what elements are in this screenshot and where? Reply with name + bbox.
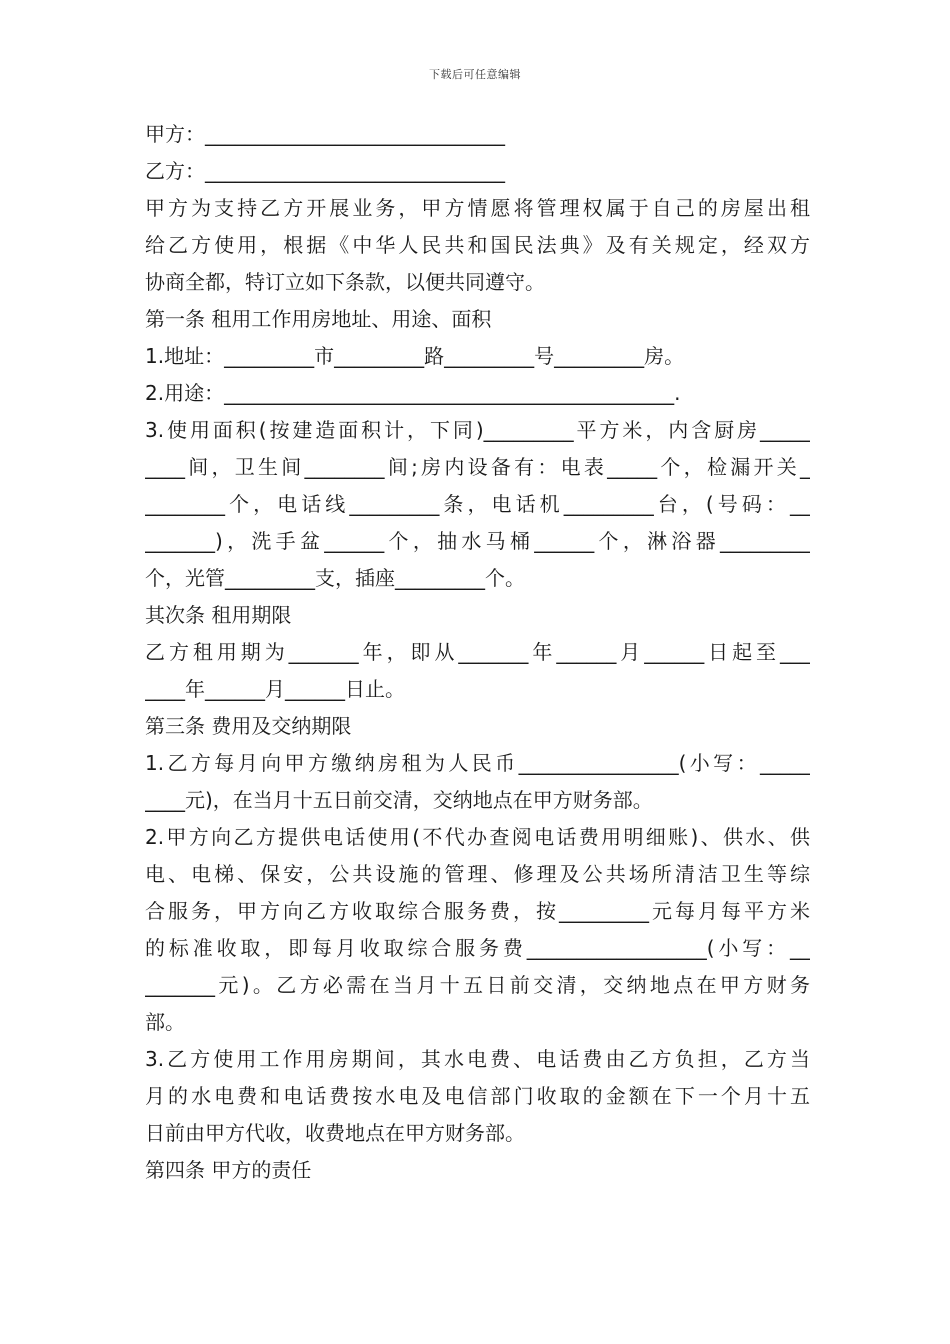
text-line: 第一条 租用工作用房地址、用途、面积 bbox=[145, 307, 492, 331]
text-line: 甲方为支持乙方开展业务，甲方情愿将管理权属于自己的房屋出租 bbox=[145, 196, 810, 220]
text-line: _______元)。乙方必需在当月十五日前交清，交纳地点在甲方财务 bbox=[145, 973, 810, 997]
text-line: ____元)，在当月十五日前交清，交纳地点在甲方财务部。 bbox=[145, 788, 653, 812]
text-line: 2.甲方向乙方提供电话使用(不代办查阅电话费用明细账)、供水、供 bbox=[145, 825, 810, 849]
text-line: 合服务，甲方向乙方收取综合服务费，按_________元每月每平方米 bbox=[145, 899, 810, 923]
contract-body bbox=[145, 116, 810, 1189]
text-line: 给乙方使用，根据《中华人民共和国民法典》及有关规定，经双方 bbox=[145, 233, 810, 257]
text-line: 部。 bbox=[145, 1010, 185, 1034]
text-line: 1.地址：_________市_________路_________号_________房。 bbox=[145, 344, 685, 368]
text-line: 1.乙方每月向甲方缴纳房租为人民币________________(小写：_____ bbox=[145, 751, 810, 775]
text-line: 电、电梯、保安，公共设施的管理、修理及公共场所清洁卫生等综 bbox=[145, 862, 810, 886]
text-line: 其次条 租用期限 bbox=[145, 603, 292, 627]
text-line: 甲方：______________________________ bbox=[145, 122, 505, 146]
text-line: 月的水电费和电话费按水电及电信部门收取的金额在下一个月十五 bbox=[145, 1084, 810, 1108]
text-line: 协商全都，特订立如下条款，以便共同遵守。 bbox=[145, 270, 545, 294]
text-line: 第四条 甲方的责任 bbox=[145, 1158, 312, 1182]
text-line: 第三条 费用及交纳期限 bbox=[145, 714, 352, 738]
header-note: 下载后可任意编辑 bbox=[429, 68, 521, 81]
text-line: ________个，电话线_________条，电话机_________台，(号码：__ bbox=[145, 492, 810, 516]
text-line: 个，光管_________支，插座_________个。 bbox=[145, 566, 525, 590]
text-line: ____间，卫生间________间;房内设备有：电表_____个，检漏开关_ bbox=[145, 455, 810, 479]
text-line: 3.乙方使用工作用房期间，其水电费、电话费由乙方负担，乙方当 bbox=[145, 1047, 810, 1071]
text-line: _______)，洗手盆______个，抽水马桶______个，淋浴器_________ bbox=[145, 529, 810, 553]
text-line: 3.使用面积(按建造面积计，下同)_________平方米，内含厨房_____ bbox=[145, 418, 810, 442]
text-line: 2.用途：_____________________________________________. bbox=[145, 381, 681, 405]
text-line: 日前由甲方代收，收费地点在甲方财务部。 bbox=[145, 1121, 525, 1145]
text-line: 乙方：______________________________ bbox=[145, 159, 505, 183]
text-line: 的标准收取，即每月收取综合服务费__________________(小写：__ bbox=[145, 936, 810, 960]
text-line: 乙方租用期为_______年，即从_______年______月______日起至___ bbox=[145, 640, 810, 664]
text-line: ____年______月______日止。 bbox=[145, 677, 405, 701]
